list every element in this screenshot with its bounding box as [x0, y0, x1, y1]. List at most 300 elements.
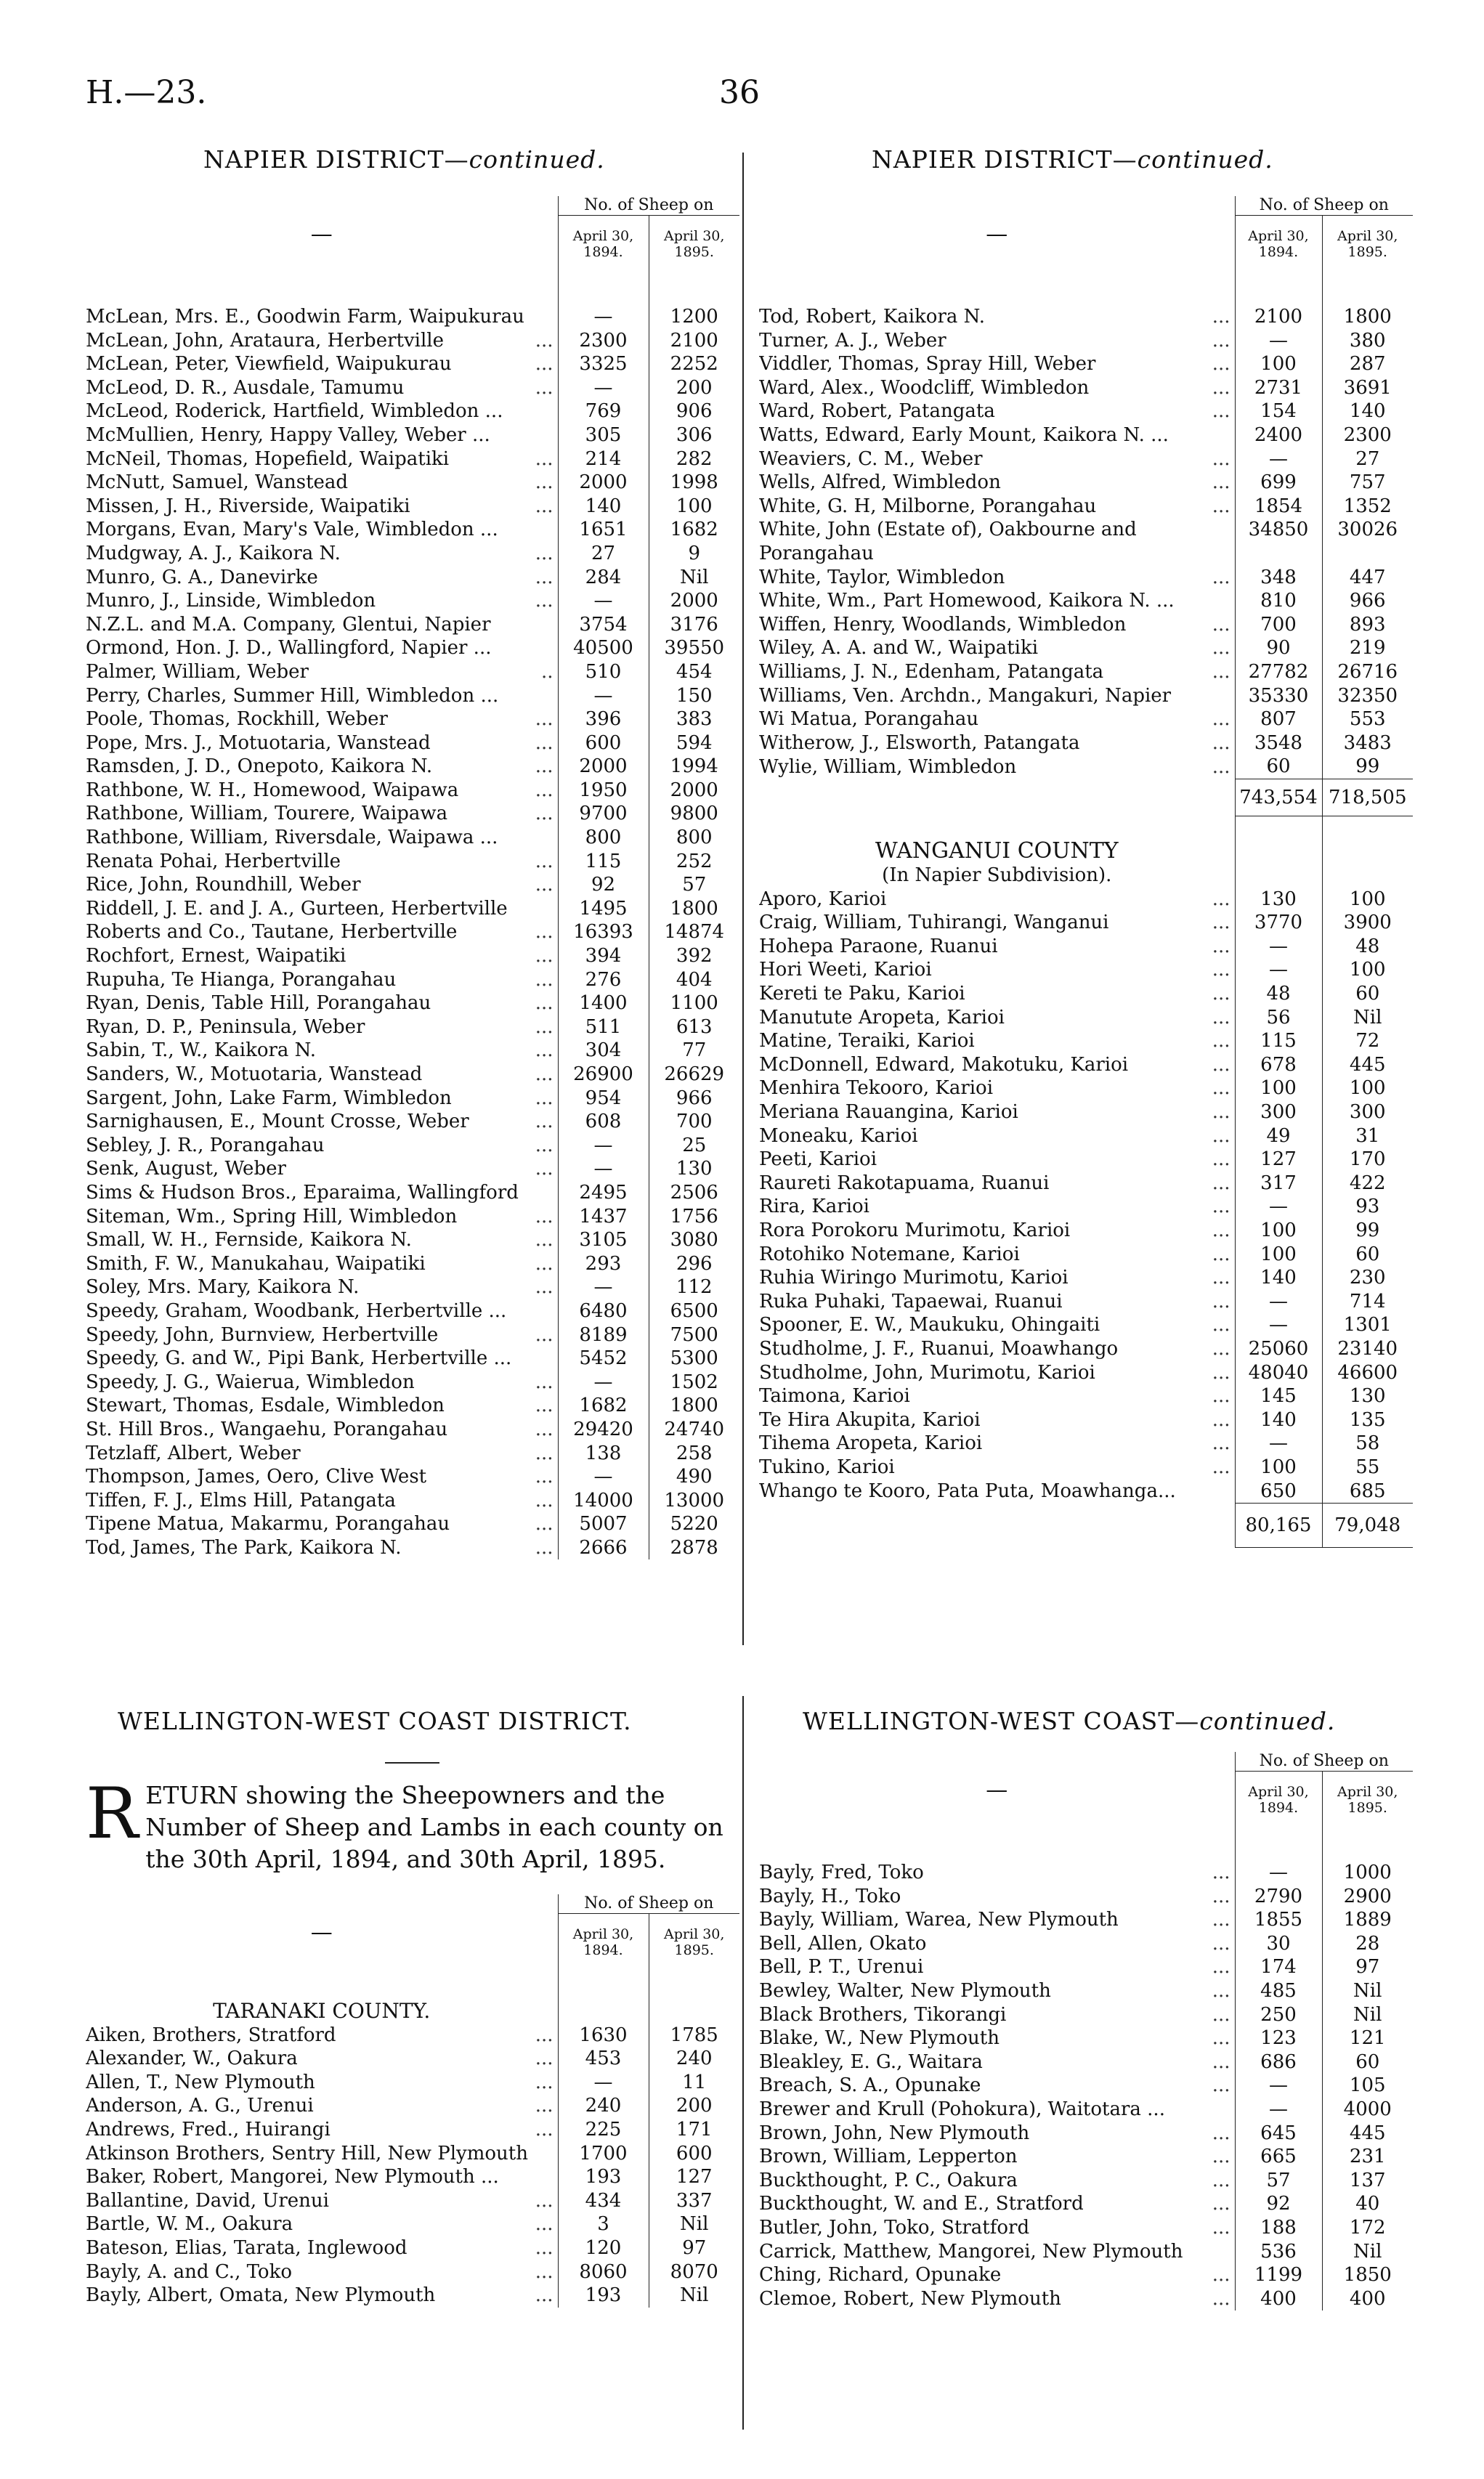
owner-name: Bell, Allen, Okato: [759, 1932, 927, 1955]
sheep-1894: 2000: [558, 471, 649, 495]
leader-dots: ...: [1212, 1314, 1230, 1336]
leader-dots: ...: [535, 1371, 554, 1393]
sheep-1894: 300: [1235, 1100, 1322, 1124]
sheep-1895: 2878: [649, 1536, 739, 1560]
sheep-1894: 115: [558, 850, 649, 874]
sheep-1894: 90: [1235, 636, 1322, 660]
owner-name: Moneaku, Karioi: [759, 1124, 918, 1147]
table-row: [86, 352, 739, 376]
owner-name: McLean, John, Arataura, Herbertville: [86, 329, 444, 352]
owner-name: Rathbone, William, Riversdale, Waipawa ...: [86, 827, 498, 849]
table-row: [86, 1512, 739, 1536]
sheep-1894: 16393: [558, 920, 649, 944]
owner-name: Munro, J., Linside, Wimbledon: [86, 590, 376, 612]
sheep-1894: 9700: [558, 802, 649, 826]
owner-name: Sabin, T., W., Kaikora N.: [86, 1039, 317, 1062]
sheep-1895: 594: [649, 731, 739, 755]
owner-name: Sanders, W., Motuotaria, Wanstead: [86, 1063, 423, 1085]
wanganui-total-row: [759, 1504, 1413, 1548]
sheep-1895: 200: [649, 376, 739, 400]
owner-name-cell: [86, 1181, 558, 1205]
owner-name-cell: [759, 1076, 1235, 1100]
owner-name-cell: [86, 802, 558, 826]
table-row: [759, 2145, 1413, 2169]
sheep-1895: 966: [649, 1087, 739, 1111]
leader-dots: ...: [535, 921, 554, 944]
sheep-1894: 193: [558, 2165, 649, 2189]
table-row: [759, 1006, 1413, 1030]
owner-name: Manutute Aropeta, Karioi: [759, 1006, 1005, 1028]
owner-name: Pope, Mrs. J., Motuotaria, Wanstead: [86, 731, 431, 754]
leader-dots: ...: [535, 2236, 554, 2259]
owner-name: McNeil, Thomas, Hopefield, Waipatiki: [86, 447, 450, 470]
sheep-1894: 800: [558, 826, 649, 850]
owner-name-cell: [759, 1195, 1235, 1219]
sheep-1895: 26629: [649, 1063, 739, 1087]
sheep-1894: 140: [1235, 1408, 1322, 1432]
leader-dots: ...: [535, 992, 554, 1015]
table-row: [759, 1384, 1413, 1408]
owner-name-cell: [86, 1323, 558, 1347]
sheep-1895: 906: [649, 399, 739, 423]
sheep-1895: 97: [649, 2236, 739, 2260]
owner-name: Tetzlaff, Albert, Weber: [86, 1442, 301, 1464]
sheep-1895: 714: [1322, 1290, 1413, 1314]
leader-dots: ...: [1212, 959, 1230, 981]
leader-dots: ...: [535, 329, 554, 352]
leader-dots: ...: [1212, 471, 1230, 494]
owner-name: Rotohiko Notemane, Karioi: [759, 1243, 1020, 1265]
owner-name-cell: [759, 1361, 1235, 1385]
owner-name-cell: [759, 2192, 1235, 2216]
drop-cap: R: [86, 1773, 139, 1854]
owner-name-cell: [759, 982, 1235, 1006]
sheep-1895: 100: [1322, 1076, 1413, 1100]
leader-dots: ...: [1212, 1862, 1230, 1883]
table-row: [86, 2189, 739, 2213]
table-row: [86, 968, 739, 992]
sheep-1894: 14000: [558, 1489, 649, 1513]
table-row: [759, 2287, 1413, 2311]
name-column-header: —: [310, 1920, 333, 1945]
sheep-1895: 219: [1322, 636, 1413, 660]
owner-name: Mudgway, A. J., Kaikora N.: [86, 542, 341, 564]
leader-dots: ...: [535, 1039, 554, 1062]
owner-name: Riddell, J. E. and J. A., Gurteen, Herbertville: [86, 897, 508, 920]
table-row: [759, 2216, 1413, 2240]
owner-name: Ward, Alex., Woodcliff, Wimbledon: [759, 376, 1090, 399]
owner-name: Atkinson Brothers, Sentry Hill, New Plymouth: [86, 2142, 528, 2164]
owner-name-cell: [759, 2169, 1235, 2193]
leader-dots: ...: [1212, 2074, 1230, 2097]
sheep-1894: —: [558, 2071, 649, 2095]
sheep-1894: 30: [1235, 1932, 1322, 1956]
owner-name: Rochfort, Ernest, Waipatiki: [86, 945, 346, 967]
table-row: [759, 1195, 1413, 1219]
table-row: [86, 1489, 739, 1513]
sheep-1895: 700: [649, 1110, 739, 1134]
sheep-1895: 2252: [649, 352, 739, 376]
owner-name: Rathbone, William, Tourere, Waipawa: [86, 803, 448, 825]
table-row: [86, 2024, 739, 2048]
column-divider-bottom: [742, 1696, 744, 2430]
wanganui-subtitle: (In Napier Subdivision).: [882, 864, 1112, 887]
sheep-1894: 2790: [1235, 1885, 1322, 1909]
table-row: [86, 542, 739, 566]
owner-name: Wylie, William, Wimbledon: [759, 755, 1017, 778]
owner-name: Rathbone, W. H., Homewood, Waipawa: [86, 779, 459, 801]
owner-name: McLeod, D. R., Ausdale, Tamumu: [86, 376, 405, 399]
table-row: [759, 2026, 1413, 2050]
owner-name-cell: [86, 684, 558, 708]
owner-name: Bayly, A. and C., Toko: [86, 2260, 292, 2283]
owner-name: Morgans, Evan, Mary's Vale, Wimbledon ...: [86, 519, 498, 541]
table-row: [86, 2071, 739, 2095]
owner-name-cell: [759, 1979, 1235, 2003]
leader-dots: ...: [1212, 1267, 1230, 1289]
sheep-1895: 2300: [1322, 423, 1413, 447]
leader-dots: ...: [1212, 400, 1230, 423]
sheep-1894: 27: [558, 542, 649, 566]
owner-name-cell: [759, 2145, 1235, 2169]
owner-name: Brown, John, New Plymouth: [759, 2122, 1030, 2144]
sheep-1894: 5452: [558, 1347, 649, 1371]
napier-right-title: NAPIER DISTRICT—continued.: [872, 145, 1273, 174]
table-row: [86, 1442, 739, 1466]
sheep-1895: 422: [1322, 1172, 1413, 1196]
leader-dots: ...: [1212, 1077, 1230, 1100]
sheep-1895: 135: [1322, 1408, 1413, 1432]
owner-name: Bayly, H., Toko: [759, 1885, 901, 1907]
table-row: [86, 2094, 739, 2118]
table-row: [759, 1337, 1413, 1361]
sheep-1894: 700: [1235, 613, 1322, 637]
sheep-1895: 392: [649, 944, 739, 968]
leader-dots: ...: [1212, 1124, 1230, 1147]
sheep-1894: 304: [558, 1039, 649, 1063]
owner-name-cell: [759, 471, 1235, 495]
sheep-1894: 1700: [558, 2142, 649, 2166]
owner-name: Williams, Ven. Archdn., Mangakuri, Napier: [759, 684, 1172, 707]
table-row: [86, 1087, 739, 1111]
sheep-1895: 3483: [1322, 731, 1413, 755]
sheep-1894: —: [558, 376, 649, 400]
owner-name-cell: [86, 2236, 558, 2260]
table-row: [86, 566, 739, 590]
table-row: [86, 873, 739, 897]
leader-dots: ...: [1212, 1290, 1230, 1312]
leader-dots: ...: [535, 1229, 554, 1251]
page-number: 36: [719, 74, 760, 111]
sheep-1895: 1800: [649, 897, 739, 921]
owner-name-cell: [759, 2240, 1235, 2264]
owner-name-cell: [86, 1228, 558, 1252]
owner-name-cell: [759, 1480, 1235, 1504]
leader-dots: ...: [1212, 1456, 1230, 1478]
leader-dots: ...: [1212, 495, 1230, 517]
owner-name: Hohepa Paraone, Ruanui: [759, 935, 998, 957]
owner-name: St. Hill Bros., Wangaehu, Porangahau: [86, 1418, 448, 1440]
sheep-1894: 1682: [558, 1394, 649, 1418]
owner-name: Bleakley, E. G., Waitara: [759, 2050, 983, 2073]
wellington-right-table: [759, 1752, 1413, 2310]
leader-dots: ...: [535, 590, 554, 612]
sheep-1895: 60: [1322, 2050, 1413, 2074]
sheep-1895: 140: [1322, 399, 1413, 423]
sheep-1895: 1889: [1322, 1908, 1413, 1932]
leader-dots: ...: [1212, 1101, 1230, 1123]
sheep-1895: 5300: [649, 1347, 739, 1371]
leader-dots: ...: [1212, 329, 1230, 352]
owner-name-cell: [759, 1955, 1235, 1979]
sheep-1895: 7500: [649, 1323, 739, 1347]
sheep-1894: 305: [558, 423, 649, 447]
table-row: [86, 613, 739, 637]
leader-dots: ...: [1212, 708, 1230, 731]
table-row: [759, 2098, 1413, 2122]
sheep-1895: 5220: [649, 1512, 739, 1536]
owner-name: Small, W. H., Fernside, Kaikora N.: [86, 1229, 412, 1251]
owner-name: Smith, F. W., Manukahau, Waipatiki: [86, 1252, 426, 1275]
owner-name-cell: [759, 935, 1235, 959]
owner-name: Sargent, John, Lake Farm, Wimbledon: [86, 1087, 452, 1109]
leader-dots: ...: [535, 1252, 554, 1275]
table-row: [759, 423, 1413, 447]
sheep-1894: 678: [1235, 1053, 1322, 1077]
table-row: [759, 755, 1413, 779]
sheep-1894: 3: [558, 2212, 649, 2236]
table-row: [86, 2142, 739, 2166]
leader-dots: ...: [535, 1158, 554, 1180]
table-row: [86, 423, 739, 447]
table-row: [759, 1979, 1413, 2003]
table-row: [759, 1148, 1413, 1172]
owner-name-cell: [86, 873, 558, 897]
leader-dots: ...: [1212, 935, 1230, 957]
table-row: [759, 1100, 1413, 1124]
table-row: [759, 2122, 1413, 2146]
owner-name-cell: [759, 684, 1235, 708]
sheep-1894: —: [1235, 1861, 1322, 1885]
leader-dots: ...: [535, 1134, 554, 1156]
sheep-1895: 105: [1322, 2074, 1413, 2098]
owner-name: Speedy, G. and W., Pipi Bank, Herbertville ...: [86, 1347, 512, 1370]
owner-name-cell: [86, 1418, 558, 1442]
table-row: [86, 1228, 739, 1252]
leader-dots: ...: [535, 779, 554, 801]
sheep-1894: —: [1235, 1195, 1322, 1219]
owner-name-cell: [86, 707, 558, 731]
sheep-1894: 608: [558, 1110, 649, 1134]
leader-dots: ...: [1212, 1361, 1230, 1384]
leader-dots: ...: [1212, 2287, 1230, 2310]
sheep-1894: 1950: [558, 779, 649, 803]
sheep-1894: 250: [1235, 2003, 1322, 2027]
sheep-1895: 2100: [649, 329, 739, 353]
leader-dots: ...: [1212, 1219, 1230, 1241]
table-row: [759, 1219, 1413, 1243]
owner-name: Tihema Aropeta, Karioi: [759, 1432, 983, 1455]
leader-dots: ...: [1212, 1196, 1230, 1218]
owner-name: N.Z.L. and M.A. Company, Glentui, Napier: [86, 613, 491, 636]
sheep-1895: 1000: [1322, 1861, 1413, 1885]
leader-dots: ...: [535, 1063, 554, 1085]
sheep-1894: —: [1235, 935, 1322, 959]
sheep-1894: 1400: [558, 991, 649, 1015]
leader-dots: ...: [1212, 306, 1230, 328]
sheep-1894: 57: [1235, 2169, 1322, 2193]
owner-name-cell: [86, 613, 558, 637]
sheep-1894: 807: [1235, 707, 1322, 731]
table-row: [759, 542, 1413, 566]
sheep-1895: 1682: [649, 518, 739, 542]
sheep-1894: 453: [558, 2047, 649, 2071]
owner-name-cell: [759, 1313, 1235, 1337]
owner-name-cell: [759, 2216, 1235, 2240]
table-row: [86, 636, 739, 660]
owner-name-cell: [86, 2071, 558, 2095]
owner-name: Rupuha, Te Hianga, Porangahau: [86, 968, 397, 991]
owner-name: Tiffen, F. J., Elms Hill, Patangata: [86, 1489, 396, 1512]
wellington-right-title: WELLINGTON-WEST COAST—continued.: [803, 1707, 1336, 1735]
owner-name: Brown, William, Lepperton: [759, 2146, 1018, 2168]
table-row: [86, 589, 739, 613]
table-row: [759, 1029, 1413, 1053]
owner-name: Tukino, Karioi: [759, 1456, 895, 1478]
leader-dots: ...: [535, 1276, 554, 1299]
sheep-1894: 48040: [1235, 1361, 1322, 1385]
owner-name-cell: [86, 2260, 558, 2284]
leader-dots: ...: [535, 2118, 554, 2141]
leader-dots: ...: [1212, 2146, 1230, 2168]
sheep-1894: 1630: [558, 2024, 649, 2048]
leader-dots: ...: [1212, 2264, 1230, 2287]
table-row: [86, 2047, 739, 2071]
owner-name: Raureti Rakotapuama, Ruanui: [759, 1172, 1050, 1194]
owner-name-cell: [86, 1157, 558, 1181]
sheep-1894: 49: [1235, 1124, 1322, 1148]
sheep-1895: 60: [1322, 982, 1413, 1006]
table-row: [759, 447, 1413, 471]
sheep-1895: 13000: [649, 1489, 739, 1513]
owner-name-cell: [86, 1252, 558, 1276]
owner-name: McLean, Mrs. E., Goodwin Farm, Waipukurau: [86, 306, 524, 328]
owner-name-cell: [759, 1219, 1235, 1243]
owner-name: Stewart, Thomas, Esdale, Wimbledon: [86, 1395, 445, 1417]
sheep-1894: —: [558, 1134, 649, 1158]
sheep-1894: 317: [1235, 1172, 1322, 1196]
owner-name: Carrick, Matthew, Mangorei, New Plymouth: [759, 2240, 1183, 2263]
owner-name-cell: [759, 1456, 1235, 1480]
owner-name-cell: [759, 1432, 1235, 1456]
sheep-1894: 276: [558, 968, 649, 992]
sheep-1895: 553: [1322, 707, 1413, 731]
owner-name-cell: [86, 968, 558, 992]
owner-name: Sarnighausen, E., Mount Crosse, Weber: [86, 1111, 469, 1133]
table-row: [759, 399, 1413, 423]
sheep-1894: 665: [1235, 2145, 1322, 2169]
sheep-1894: 2666: [558, 1536, 649, 1560]
sheep-1895: 121: [1322, 2026, 1413, 2050]
sheep-1895: 171: [649, 2118, 739, 2142]
sheep-1894: 140: [558, 495, 649, 519]
owner-name-cell: [86, 399, 558, 423]
owner-name: Palmer, William, Weber: [86, 660, 309, 683]
table-row: [86, 2165, 739, 2189]
owner-name: Speedy, Graham, Woodbank, Herbertville ...: [86, 1299, 507, 1322]
owner-name-cell: [759, 1053, 1235, 1077]
sheep-1895: 9800: [649, 802, 739, 826]
sheep-1895: 137: [1322, 2169, 1413, 2193]
owner-name-cell: [86, 897, 558, 921]
owner-name-cell: [86, 1134, 558, 1158]
sheep-1895: 1994: [649, 755, 739, 779]
owner-name-cell: [759, 1384, 1235, 1408]
sheep-1895: 380: [1322, 329, 1413, 353]
owner-name-cell: [86, 566, 558, 590]
owner-name-cell: [86, 471, 558, 495]
sheep-1894: 140: [1235, 1266, 1322, 1290]
sheep-1895: 130: [1322, 1384, 1413, 1408]
owner-name-cell: [86, 1110, 558, 1134]
owner-name-cell: [86, 329, 558, 353]
table-row: [759, 1480, 1413, 1504]
table-row: [759, 2050, 1413, 2074]
owner-name-cell: [86, 991, 558, 1015]
sheep-1894: 154: [1235, 399, 1322, 423]
sheep-1895: 60: [1322, 1243, 1413, 1267]
sheep-1894: 8189: [558, 1323, 649, 1347]
sheep-1895: 230: [1322, 1266, 1413, 1290]
owner-name-cell: [86, 589, 558, 613]
name-column-header: —: [986, 1777, 1008, 1803]
table-row: [86, 779, 739, 803]
table-row: [86, 944, 739, 968]
col-1894-header: April 30, 1894.: [1235, 216, 1322, 273]
owner-name: Alexander, W., Oakura: [86, 2048, 298, 2070]
owner-name-cell: [86, 447, 558, 471]
sheep-1895: 27: [1322, 447, 1413, 471]
sheep-1894: 394: [558, 944, 649, 968]
owner-name-cell: [86, 305, 558, 329]
table-row: [86, 1039, 739, 1063]
table-row: [86, 1063, 739, 1087]
owner-name-cell: [86, 2165, 558, 2189]
table-row: [759, 2192, 1413, 2216]
sheep-1895: 200: [649, 2094, 739, 2118]
owner-name-cell: [86, 376, 558, 400]
owner-name: Rira, Karioi: [759, 1196, 869, 1218]
table-row: [86, 1371, 739, 1395]
sheep-1895: 800: [649, 826, 739, 850]
owner-name-cell: [86, 1394, 558, 1418]
owner-name-cell: [86, 423, 558, 447]
wanganui-total-1895: 79,048: [1322, 1504, 1413, 1548]
sheep-1894: 214: [558, 447, 649, 471]
owner-name: Ching, Richard, Opunake: [759, 2264, 1002, 2287]
table-row: [86, 991, 739, 1015]
owner-name: Tod, James, The Park, Kaikora N.: [86, 1536, 402, 1559]
owner-name-cell: [86, 1347, 558, 1371]
owner-name: White, G. H, Milborne, Porangahau: [759, 495, 1097, 517]
owner-name-cell: [86, 944, 558, 968]
sheep-1894: —: [1235, 329, 1322, 353]
leader-dots: ...: [535, 1418, 554, 1440]
owner-name-cell: [86, 1087, 558, 1111]
leader-dots: ...: [535, 1111, 554, 1133]
owner-name-cell: [86, 660, 558, 684]
sheep-count-header: No. of Sheep on: [1235, 196, 1413, 216]
